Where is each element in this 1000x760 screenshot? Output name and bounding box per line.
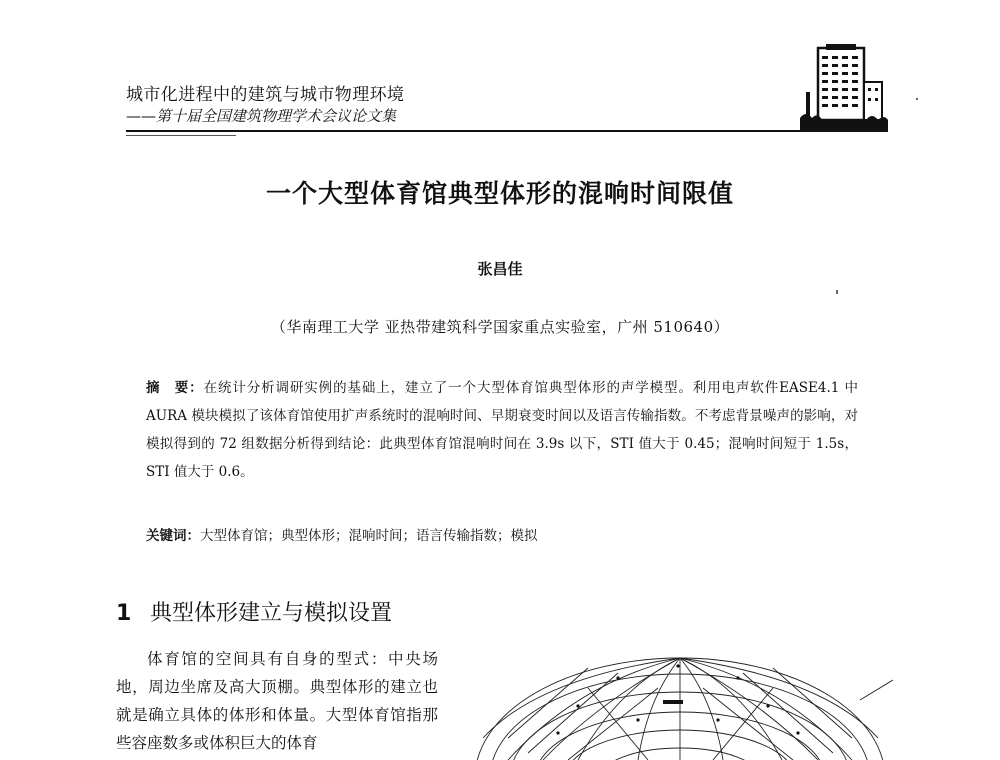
series-title: 城市化进程中的建筑与城市物理环境 [126, 85, 405, 105]
paper-affiliation: （华南理工大学 亚热带建筑科学国家重点实验室，广州 510640） [270, 318, 730, 336]
abstract-text: 在统计分析调研实例的基础上，建立了一个大型体育馆典型体形的声学模型。利用电声软件EASE4.1 中 AURA 模块模拟了该体育馆使用扩声系统时的混响时间、早期衰变时间以及语言传输指数。不考虑背景噪声的影响，对模拟得到的 72 组数据分析得到结论：此典型体育馆混响时间在 3.9s 以下，STI 值大于 0.45；混响时间短于 1.5s，STI 值大于 0.6。 [146, 380, 859, 480]
building-logo-icon [800, 42, 888, 130]
header-rule [126, 130, 888, 132]
paper-title: 一个大型体育馆典型体形的混响时间限值 [265, 179, 734, 208]
header-rule-thin [126, 135, 236, 136]
wireframe-dome-model-icon [468, 628, 898, 760]
section-heading [116, 596, 392, 627]
body-text [116, 645, 438, 757]
paper-author: 张昌佳 [477, 260, 523, 278]
body-paragraph: 体育馆的空间具有自身的型式：中央场地，周边坐席及高大顶棚。典型体形的建立也就是确立具体的体形和体量。大型体育馆指那些容座数多或体积巨大的体育 [116, 650, 438, 752]
series-subtitle: ——第十届全国建筑物理学术会议论文集 [126, 107, 397, 125]
scan-mark [916, 98, 918, 100]
section-title: 典型体形建立与模拟设置 [150, 601, 393, 626]
scan-mark [836, 290, 838, 294]
keywords-text: 大型体育馆；典型体形；混响时间；语言传输指数；模拟 [200, 528, 538, 544]
keywords-label: 关键词： [146, 528, 200, 544]
abstract-label: 摘 要： [146, 380, 204, 396]
section-number: 1 [116, 601, 132, 626]
abstract [146, 374, 858, 486]
running-header [126, 84, 886, 126]
keywords [146, 524, 858, 548]
